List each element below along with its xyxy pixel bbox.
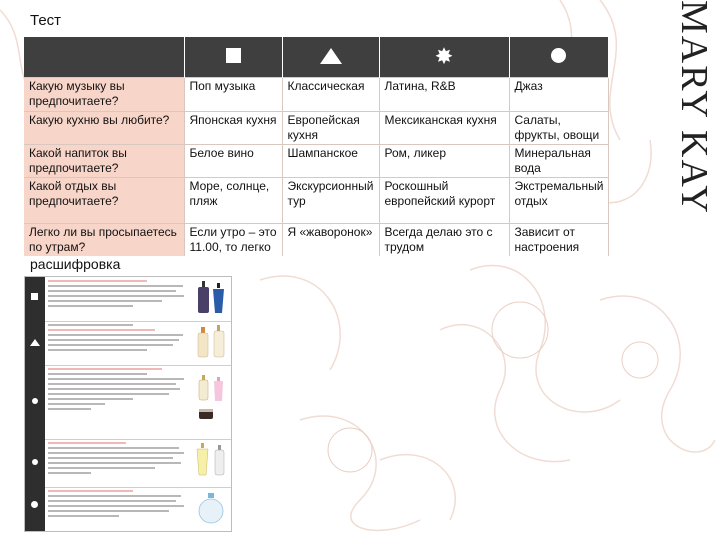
description-text xyxy=(48,490,190,520)
answer-cell: Я «жаворонок» xyxy=(282,224,379,257)
answer-cell: Ром, ликер xyxy=(379,145,509,178)
quiz-table xyxy=(24,37,609,256)
answer-cell: Зависит от настроения xyxy=(509,224,608,257)
decode-row xyxy=(25,277,231,322)
table-row xyxy=(24,178,608,224)
brand-logo: MARY KAY xyxy=(673,0,715,215)
question-cell: Какой напиток вы предпочитаете? xyxy=(24,145,184,178)
header-circle xyxy=(509,37,608,78)
header-triangle xyxy=(282,37,379,78)
decode-row xyxy=(25,439,231,488)
answer-cell: Поп музыка xyxy=(184,78,282,112)
decode-row xyxy=(25,365,231,440)
answer-cell: Шампанское xyxy=(282,145,379,178)
answer-cell: Японская кухня xyxy=(184,112,282,145)
perfume-bottles-image xyxy=(193,365,231,439)
square-icon xyxy=(31,293,38,300)
table-row xyxy=(24,224,608,257)
answer-cell: Белое вино xyxy=(184,145,282,178)
description-text xyxy=(48,368,190,413)
answer-cell: Всегда делаю это с трудом xyxy=(379,224,509,257)
decode-row xyxy=(25,321,231,366)
description-text xyxy=(48,280,190,310)
answer-cell: Салаты, фрукты, овощи xyxy=(509,112,608,145)
triangle-icon xyxy=(30,339,40,346)
question-cell: Какую кухню вы любите? xyxy=(24,112,184,145)
description-text xyxy=(48,442,190,477)
answer-cell: Минеральная вода xyxy=(509,145,608,178)
triangle-icon xyxy=(320,48,342,64)
question-cell: Легко ли вы просыпаетесь по утрам? xyxy=(24,224,184,257)
perfume-bottles-image xyxy=(193,321,231,365)
circle-icon xyxy=(32,459,38,465)
answer-cell: Латина, R&B xyxy=(379,78,509,112)
description-text xyxy=(48,324,190,354)
question-cell: Какую музыку вы предпочитаете? xyxy=(24,78,184,112)
answer-cell: Европейская кухня xyxy=(282,112,379,145)
answer-cell: Экстремальный отдых xyxy=(509,178,608,224)
header-square xyxy=(184,37,282,78)
decode-row xyxy=(25,487,231,531)
header-star xyxy=(379,37,509,78)
square-icon xyxy=(226,48,241,63)
answer-cell: Мексиканская кухня xyxy=(379,112,509,145)
slide-title: Тест xyxy=(30,12,62,29)
table-row xyxy=(24,78,608,112)
section-label: расшифровка xyxy=(30,256,121,272)
answer-cell: Экскурсионный тур xyxy=(282,178,379,224)
header-empty xyxy=(24,37,184,78)
answer-cell: Море, солнце, пляж xyxy=(184,178,282,224)
table-header-row xyxy=(24,37,608,78)
perfume-bottles-image xyxy=(193,487,231,531)
answer-cell: Если утро – это 11.00, то легко xyxy=(184,224,282,257)
answer-cell: Классическая xyxy=(282,78,379,112)
table-row xyxy=(24,112,608,145)
answer-cell: Джаз xyxy=(509,78,608,112)
circle-icon xyxy=(32,398,38,404)
circle-icon xyxy=(31,501,38,508)
circle-icon xyxy=(551,48,566,63)
answer-cell: Роскошный европейский курорт xyxy=(379,178,509,224)
perfume-bottles-image xyxy=(193,439,231,487)
table-row xyxy=(24,145,608,178)
perfume-bottles-image xyxy=(193,277,231,321)
question-cell: Какой отдых вы предпочитаете? xyxy=(24,178,184,224)
star-icon: ✸ xyxy=(435,46,453,68)
decoding-panel xyxy=(24,276,232,532)
